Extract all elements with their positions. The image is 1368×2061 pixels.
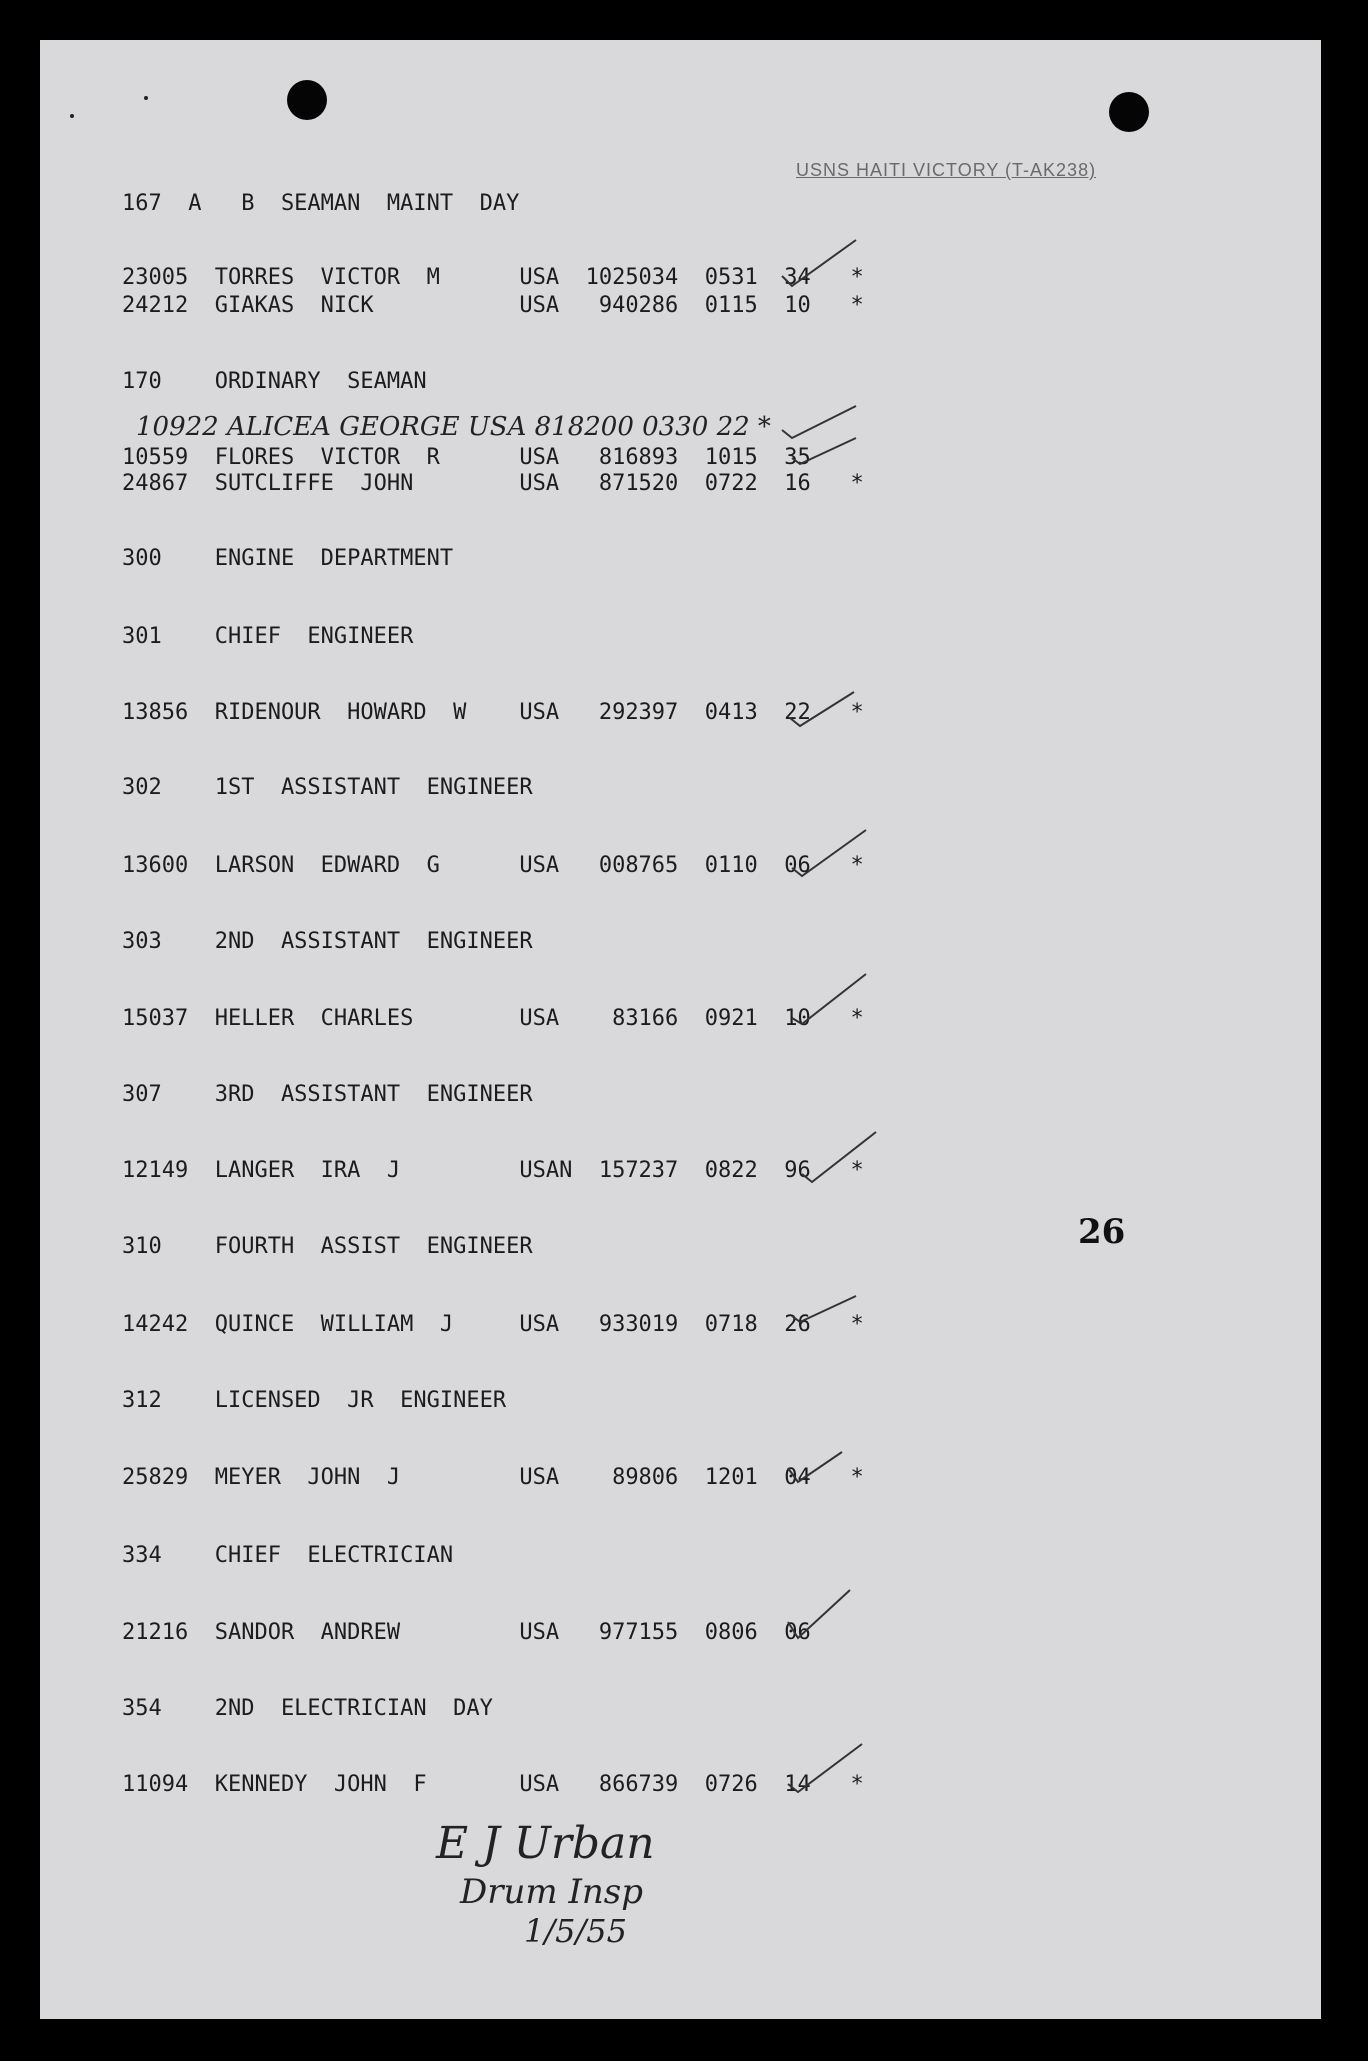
check-mark-icon xyxy=(788,686,858,736)
check-mark-icon xyxy=(790,432,860,472)
section-header-310: 310 FOURTH ASSIST ENGINEER xyxy=(122,1234,533,1259)
section-header-167: 167 A B SEAMAN MAINT DAY xyxy=(122,191,520,216)
page-number: 26 xyxy=(1078,1212,1126,1252)
ship-stamp: USNS HAITI VICTORY (T-AK238) xyxy=(796,160,1097,180)
section-header-300: 300 ENGINE DEPARTMENT xyxy=(122,546,454,571)
section-header-301: 301 CHIEF ENGINEER xyxy=(122,624,414,649)
check-mark-icon xyxy=(786,1586,856,1646)
section-header-354: 354 2ND ELECTRICIAN DAY xyxy=(122,1696,493,1721)
check-mark-icon xyxy=(800,1128,880,1188)
section-header-303: 303 2ND ASSISTANT ENGINEER xyxy=(122,929,533,954)
section-header-307: 307 3RD ASSISTANT ENGINEER xyxy=(122,1082,533,1107)
section-header-170: 170 ORDINARY SEAMAN xyxy=(122,369,427,394)
signature-date: 1/5/55 xyxy=(524,1912,627,1950)
section-header-334: 334 CHIEF ELECTRICIAN xyxy=(122,1543,454,1568)
speck xyxy=(70,114,74,118)
punch-hole-left xyxy=(287,80,327,120)
crew-row-torres: 23005 TORRES VICTOR M USA 1025034 0531 34 * xyxy=(122,265,864,290)
crew-row-larson: 13600 LARSON EDWARD G USA 008765 0110 06 * xyxy=(122,853,864,878)
crew-row-quince: 14242 QUINCE WILLIAM J USA 933019 0718 26 * xyxy=(122,1312,864,1337)
check-mark-icon xyxy=(790,970,870,1030)
signature: E J Urban xyxy=(436,1818,655,1869)
section-header-302: 302 1ST ASSISTANT ENGINEER xyxy=(122,775,533,800)
crew-row-heller: 15037 HELLER CHARLES USA 83166 0921 10 * xyxy=(122,1006,864,1031)
section-header-312: 312 LICENSED JR ENGINEER xyxy=(122,1388,507,1413)
check-mark-icon xyxy=(786,1448,846,1488)
crew-row-ridenour: 13856 RIDENOUR HOWARD W USA 292397 0413 22 * xyxy=(122,700,864,725)
crew-row-sutcliffe: 24867 SUTCLIFFE JOHN USA 871520 0722 16 * xyxy=(122,471,864,496)
speck xyxy=(144,96,148,100)
check-mark-icon xyxy=(780,236,860,296)
crew-row-giakas: 24212 GIAKAS NICK USA 940286 0115 10 * xyxy=(122,293,864,318)
check-mark-icon xyxy=(790,1290,860,1330)
signature-title: Drum Insp xyxy=(460,1872,643,1912)
crew-row-sandor: 21216 SANDOR ANDREW USA 977155 0806 06 xyxy=(122,1620,811,1645)
punch-hole-right xyxy=(1109,92,1149,132)
crew-row-langer: 12149 LANGER IRA J USAN 157237 0822 96 * xyxy=(122,1158,864,1183)
crew-row-flores: 10559 FLORES VICTOR R USA 816893 1015 35 xyxy=(122,445,811,470)
crew-row-kennedy: 11094 KENNEDY JOHN F USA 866739 0726 14 * xyxy=(122,1772,864,1797)
crew-row-meyer: 25829 MEYER JOHN J USA 89806 1201 04 * xyxy=(122,1465,864,1490)
check-mark-icon xyxy=(786,1740,866,1800)
handwritten-crew-row-alicea: 10922 ALICEA GEORGE USA 818200 0330 22 * xyxy=(136,412,771,442)
check-mark-icon xyxy=(790,826,870,886)
